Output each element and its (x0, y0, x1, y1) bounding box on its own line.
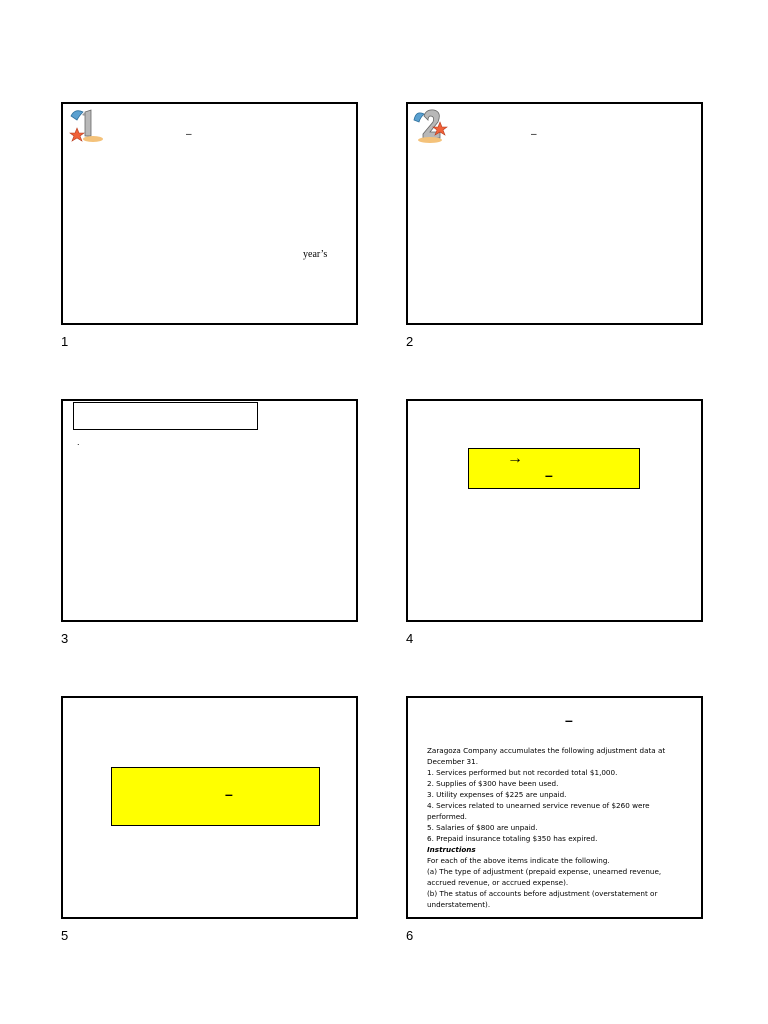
text-line: 3. Utility expenses of $225 are unpaid. (427, 790, 567, 799)
text-line: December 31. (427, 757, 478, 766)
text-line: 6. Prepaid insurance totaling $350 has expired. (427, 834, 598, 843)
instruction-line: For each of the above items indicate the following. (427, 856, 610, 865)
title-dash: – (186, 129, 192, 140)
slide-number-2: 2 (406, 334, 414, 349)
slide-number-1: 1 (61, 334, 69, 349)
instruction-line: accrued revenue, or accrued expense). (427, 878, 569, 887)
slide-1 (61, 102, 358, 325)
number-one-starfish-icon (65, 106, 105, 144)
instructions-heading: Instructions (427, 845, 476, 854)
slide-number-3: 3 (61, 631, 69, 646)
text-line: Zaragoza Company accumulates the following adjustment data at (427, 746, 666, 755)
text-line: 2. Supplies of $300 have been used. (427, 779, 559, 788)
bullet-dot: . (77, 437, 80, 447)
years-text: year’s (303, 249, 328, 260)
title-dash: – (565, 712, 573, 728)
box-dash: – (225, 786, 233, 802)
text-line: 4. Services related to unearned service revenue of $260 were (427, 801, 650, 810)
exercise-text (427, 745, 695, 910)
slide-number-6: 6 (406, 928, 414, 943)
highlight-box (111, 767, 320, 826)
text-line: 1. Services performed but not recorded total $1,000. (427, 768, 618, 777)
slide-6 (406, 696, 703, 919)
title-dash: – (531, 129, 537, 140)
number-two-starfish-icon (410, 106, 450, 144)
title-box (73, 402, 258, 430)
slide-number-5: 5 (61, 928, 69, 943)
slide-3 (61, 399, 358, 622)
instruction-line: (a) The type of adjustment (prepaid expense, unearned revenue, (427, 867, 662, 876)
slide-5 (61, 696, 358, 919)
slide-2 (406, 102, 703, 325)
box-dash: – (545, 467, 553, 483)
instruction-line: (b) The status of accounts before adjustment (overstatement or (427, 889, 658, 898)
text-line: performed. (427, 812, 467, 821)
highlight-box (468, 448, 640, 489)
text-line: 5. Salaries of $800 are unpaid. (427, 823, 538, 832)
slide-number-4: 4 (406, 631, 414, 646)
slide-4 (406, 399, 703, 622)
instruction-line: understatement). (427, 900, 491, 909)
right-arrow-icon: → (507, 450, 523, 467)
